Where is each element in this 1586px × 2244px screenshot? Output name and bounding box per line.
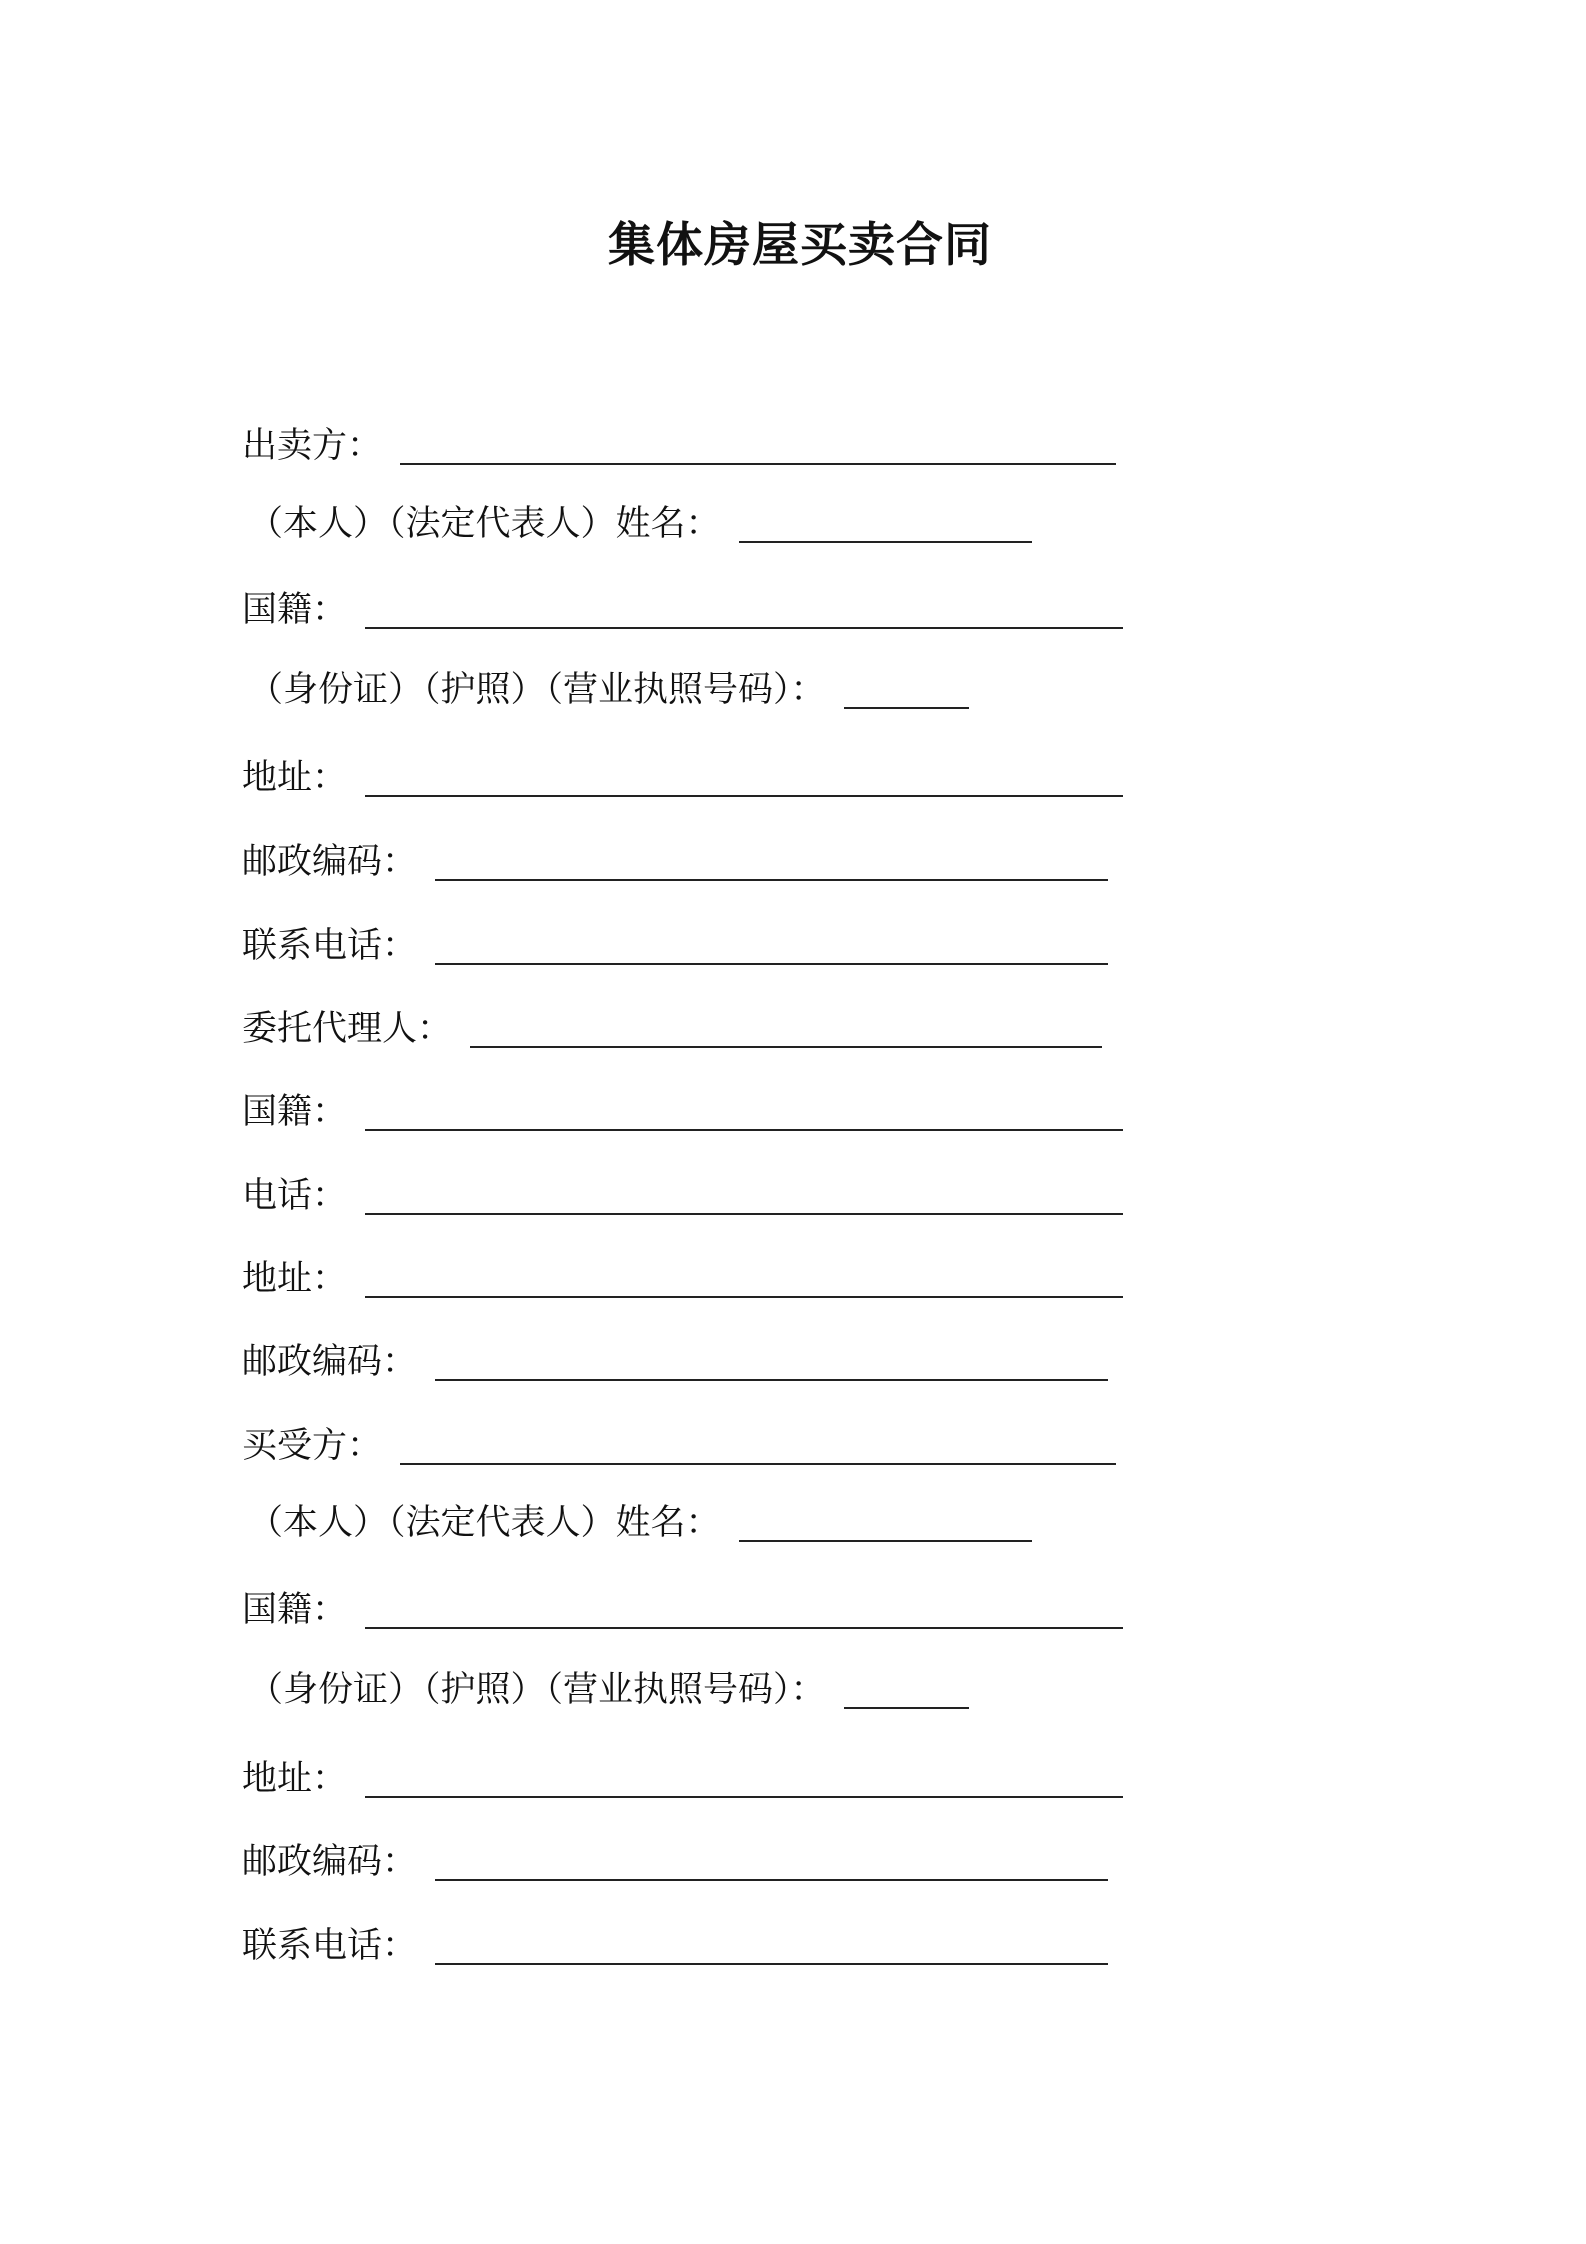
seller-nationality-blank[interactable] [365, 597, 1123, 629]
agent-address-label: 地址： [242, 1259, 348, 1299]
buyer-phone-row [242, 1920, 1108, 1972]
seller-nationality-label: 国籍： [242, 590, 348, 630]
seller-postcode-row [242, 836, 1108, 888]
agent-phone-label: 电话： [242, 1176, 348, 1216]
seller-phone-row [242, 920, 1108, 972]
buyer-address-label: 地址： [242, 1759, 348, 1799]
buyer-name-label: （本人）（法定代表人）姓名： [248, 1503, 721, 1543]
agent-postcode-blank[interactable] [435, 1349, 1108, 1381]
seller-id-label: （身份证）（护照）（营业执照号码）： [248, 670, 826, 710]
buyer-row [242, 1420, 1116, 1472]
seller-name-label: （本人）（法定代表人）姓名： [248, 504, 721, 544]
buyer-id-blank[interactable] [844, 1677, 969, 1709]
buyer-postcode-row [242, 1836, 1108, 1888]
seller-row [242, 420, 1116, 472]
agent-blank[interactable] [470, 1016, 1102, 1048]
seller-label: 出卖方： [242, 426, 383, 466]
buyer-name-row [248, 1497, 1032, 1549]
buyer-label: 买受方： [242, 1426, 383, 1466]
buyer-phone-blank[interactable] [435, 1933, 1108, 1965]
agent-address-blank[interactable] [365, 1266, 1123, 1298]
buyer-postcode-label: 邮政编码： [242, 1842, 418, 1882]
agent-postcode-row [242, 1336, 1108, 1388]
buyer-nationality-row [242, 1584, 1123, 1636]
page-title: 集体房屋买卖合同 [608, 218, 992, 273]
seller-phone-blank[interactable] [435, 933, 1108, 965]
agent-phone-blank[interactable] [365, 1183, 1123, 1215]
agent-nationality-blank[interactable] [365, 1099, 1123, 1131]
buyer-id-label: （身份证）（护照）（营业执照号码）： [248, 1670, 826, 1710]
buyer-postcode-blank[interactable] [435, 1849, 1108, 1881]
agent-postcode-label: 邮政编码： [242, 1342, 418, 1382]
buyer-name-blank[interactable] [739, 1510, 1032, 1542]
buyer-nationality-blank[interactable] [365, 1597, 1123, 1629]
agent-nationality-label: 国籍： [242, 1092, 348, 1132]
seller-name-blank[interactable] [739, 511, 1032, 543]
seller-nationality-row [242, 584, 1123, 636]
seller-name-row [248, 498, 1032, 550]
seller-address-label: 地址： [242, 758, 348, 798]
buyer-phone-label: 联系电话： [242, 1926, 418, 1966]
buyer-blank[interactable] [400, 1433, 1116, 1465]
seller-address-row [242, 752, 1123, 804]
seller-id-row [248, 664, 969, 716]
buyer-address-blank[interactable] [365, 1766, 1123, 1798]
seller-postcode-blank[interactable] [435, 849, 1108, 881]
seller-address-blank[interactable] [365, 765, 1123, 797]
seller-blank[interactable] [400, 433, 1116, 465]
buyer-address-row [242, 1753, 1123, 1805]
agent-phone-row [242, 1170, 1123, 1222]
seller-phone-label: 联系电话： [242, 926, 418, 966]
seller-postcode-label: 邮政编码： [242, 842, 418, 882]
seller-id-blank[interactable] [844, 677, 969, 709]
buyer-nationality-label: 国籍： [242, 1590, 348, 1630]
agent-row [242, 1003, 1102, 1055]
agent-address-row [242, 1253, 1123, 1305]
agent-nationality-row [242, 1086, 1123, 1138]
buyer-id-row [248, 1664, 969, 1716]
agent-label: 委托代理人： [242, 1009, 453, 1049]
